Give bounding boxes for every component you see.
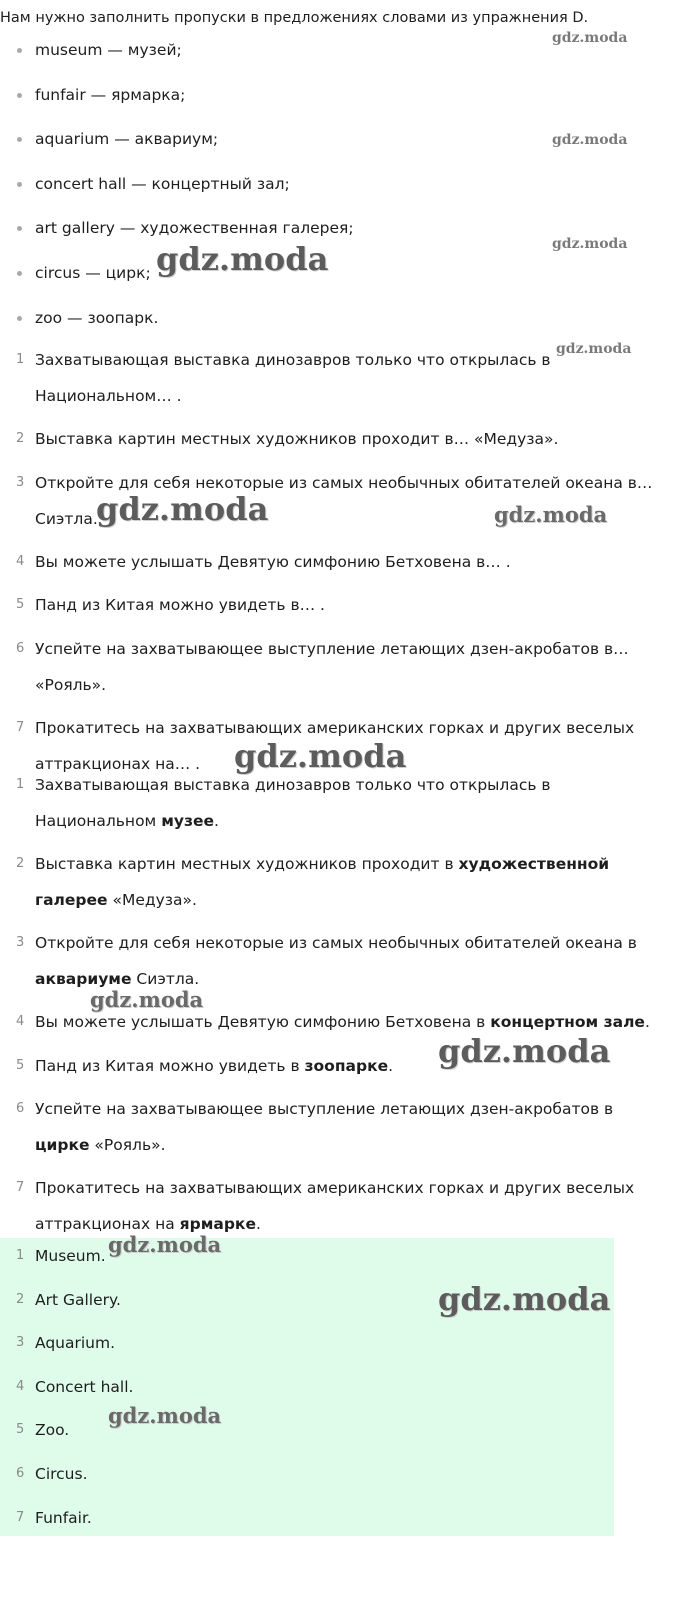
answer-word: цирке bbox=[35, 1136, 90, 1154]
answer-word: зоопарке bbox=[304, 1056, 389, 1075]
answer-item bbox=[0, 1500, 614, 1544]
text-part: . bbox=[644, 1013, 650, 1031]
item-number: 2 bbox=[16, 856, 25, 871]
question-item bbox=[0, 631, 680, 710]
item-line: Захватывающая выставка динозавров только что открылась в bbox=[35, 776, 551, 794]
item-number: 5 bbox=[16, 1057, 25, 1073]
item-line: Захватывающая выставка динозавров только что открылась в bbox=[35, 351, 551, 369]
answer-word: художественной bbox=[458, 855, 610, 873]
list-item: art gallery — художественная галерея; bbox=[0, 216, 680, 261]
watermark: gdz.moda bbox=[556, 341, 632, 357]
intro-text: Нам нужно заполнить пропуски в предложениях словами из упражнения D. bbox=[0, 10, 589, 26]
item-line: Выставка картин местных художников проходит в… «Медуза». bbox=[35, 430, 559, 448]
question-item bbox=[0, 421, 680, 465]
item-line: Успейте на захватывающее выступление летающих дзен-акробатов в… bbox=[35, 639, 629, 658]
answer-word: музее bbox=[161, 812, 214, 830]
item-line: Панд из Китая можно увидеть в… . bbox=[35, 596, 325, 614]
item-number: 6 bbox=[16, 1465, 25, 1481]
item-number: 2 bbox=[16, 431, 25, 446]
list-item: concert hall — концертный зал; bbox=[0, 172, 680, 217]
item-number: 4 bbox=[16, 1014, 25, 1029]
item-line bbox=[35, 846, 668, 882]
item-line: «Рояль». bbox=[35, 675, 107, 694]
item-number: 4 bbox=[16, 553, 25, 569]
item-number: 2 bbox=[16, 1291, 25, 1307]
vocabulary-list bbox=[0, 38, 680, 350]
item-number: 1 bbox=[16, 352, 25, 367]
text-part: . bbox=[214, 812, 219, 830]
text-part: Национальном bbox=[35, 812, 162, 830]
list-item: circus — цирк; bbox=[0, 261, 680, 306]
item-line: Откройте для себя некоторые из самых необычных обитателей океана в… bbox=[35, 473, 653, 492]
answer-text: Art Gallery. bbox=[35, 1290, 121, 1309]
item-number: 7 bbox=[16, 1180, 25, 1195]
answer-text: Concert hall. bbox=[35, 1377, 134, 1396]
item-line: Успейте на захватывающее выступление летающих дзен-акробатов в bbox=[35, 1100, 614, 1118]
item-number: 1 bbox=[16, 1248, 25, 1263]
watermark: gdz.moda bbox=[552, 236, 628, 252]
item-line bbox=[35, 803, 668, 839]
filled-item bbox=[0, 846, 680, 925]
text-part: . bbox=[255, 1215, 261, 1233]
list-item: museum — музей; bbox=[0, 38, 680, 83]
answer-item bbox=[0, 1238, 614, 1282]
item-number: 5 bbox=[16, 1422, 25, 1438]
answer-item bbox=[0, 1325, 614, 1369]
watermark: gdz.moda bbox=[234, 737, 407, 775]
text-part: Вы можете услышать Девятую симфонию Бетховена в bbox=[35, 1013, 491, 1031]
answer-text: Aquarium. bbox=[35, 1334, 116, 1353]
item-number: 1 bbox=[16, 777, 25, 792]
text-part: . bbox=[388, 1056, 394, 1075]
item-line bbox=[35, 1127, 668, 1163]
item-line: Сиэтла. bbox=[35, 509, 98, 528]
item-line: Откройте для себя некоторые из самых необычных обитателей океана в bbox=[35, 934, 637, 952]
watermark: gdz.moda bbox=[494, 502, 608, 527]
questions-list bbox=[0, 342, 680, 789]
list-item: aquarium — аквариум; bbox=[0, 127, 680, 172]
watermark: gdz.moda bbox=[552, 132, 628, 148]
text-part: Панд из Китая можно увидеть в bbox=[35, 1056, 305, 1075]
answer-item bbox=[0, 1412, 614, 1456]
item-number: 3 bbox=[16, 1335, 25, 1351]
answer-item bbox=[0, 1369, 614, 1413]
item-number: 3 bbox=[16, 935, 25, 950]
watermark: gdz.moda bbox=[96, 490, 269, 528]
list-item: funfair — ярмарка; bbox=[0, 83, 680, 128]
answer-word: аквариуме bbox=[35, 970, 132, 988]
text-part: «Рояль». bbox=[89, 1136, 166, 1154]
item-number: 7 bbox=[16, 1509, 25, 1525]
item-line: Прокатитесь на захватывающих американских горках и других веселых bbox=[35, 718, 635, 737]
list-item: zoo — зоопарк. bbox=[0, 306, 680, 351]
question-item bbox=[0, 544, 680, 588]
text-part: «Медуза». bbox=[107, 891, 197, 909]
watermark: gdz.moda bbox=[90, 987, 204, 1012]
answer-word: ярмарке bbox=[179, 1215, 256, 1233]
item-number: 6 bbox=[16, 1101, 25, 1116]
item-number: 4 bbox=[16, 1378, 25, 1394]
filled-item bbox=[0, 767, 680, 846]
item-line: Вы можете услышать Девятую симфонию Бетховена в… . bbox=[35, 552, 511, 571]
answer-text: Circus. bbox=[35, 1464, 88, 1483]
text-part: аттракционах на bbox=[35, 1215, 180, 1233]
item-line bbox=[35, 882, 668, 918]
item-number: 7 bbox=[16, 719, 25, 735]
watermark: gdz.moda bbox=[438, 1280, 611, 1318]
answer-text: Zoo. bbox=[35, 1421, 70, 1440]
answer-text: Museum. bbox=[35, 1247, 106, 1265]
item-line: Национальном… . bbox=[35, 387, 182, 405]
item-number: 3 bbox=[16, 474, 25, 490]
item-line: аттракционах на… . bbox=[35, 754, 201, 773]
watermark: gdz.moda bbox=[552, 30, 628, 46]
answer-word: концертном зале bbox=[490, 1013, 645, 1031]
watermark: gdz.moda bbox=[108, 1403, 222, 1428]
question-item bbox=[0, 587, 680, 631]
filled-item bbox=[0, 1091, 680, 1170]
item-number: 6 bbox=[16, 640, 25, 656]
answer-item bbox=[0, 1456, 614, 1500]
text-part: Выставка картин местных художников проходит в bbox=[35, 855, 459, 873]
watermark: gdz.moda bbox=[438, 1032, 611, 1070]
answer-word: галерее bbox=[35, 891, 108, 909]
text-part: Сиэтла. bbox=[131, 970, 200, 988]
answer-text: Funfair. bbox=[35, 1508, 92, 1527]
item-line: Прокатитесь на захватывающих американских горках и других веселых bbox=[35, 1179, 635, 1197]
watermark: gdz.moda bbox=[108, 1232, 222, 1257]
item-number: 5 bbox=[16, 597, 25, 612]
watermark: gdz.moda bbox=[156, 240, 329, 278]
